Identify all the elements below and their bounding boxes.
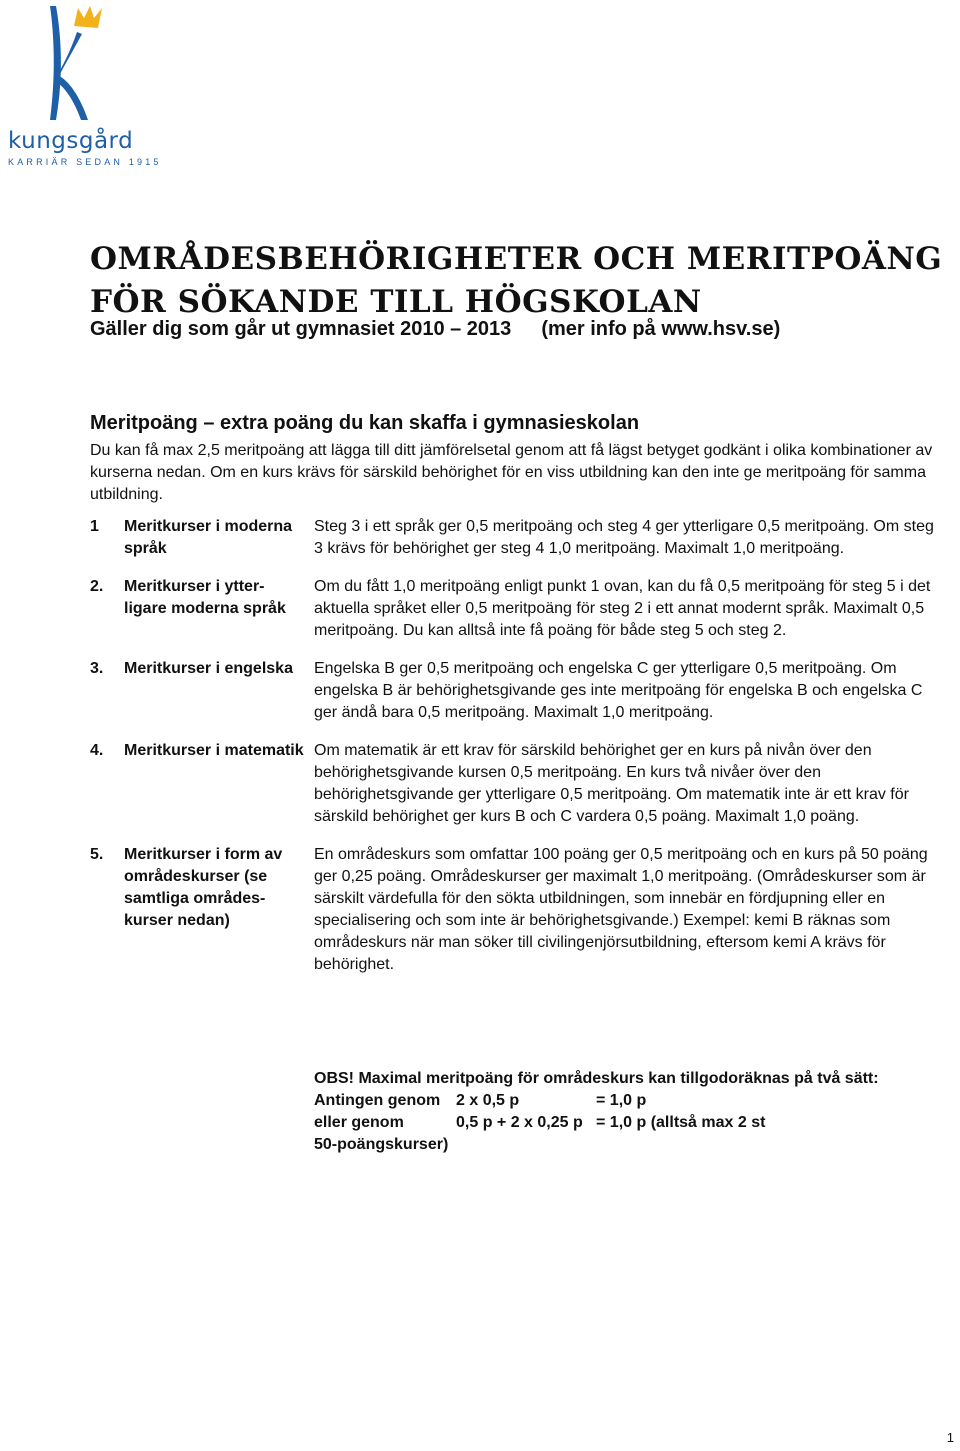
- item-description: Engelska B ger 0,5 meritpoäng och engelska C ger ytterligare 0,5 meritpoäng. Om engelska B är behörighetsgivande ges inte meritpoäng för engelska B och engelska C ger ändå bara 0,5 meritpoäng. Maximalt 1,0 meritpoäng.: [314, 660, 923, 721]
- logo-wordmark: kungsgård: [8, 128, 134, 154]
- page-title: [90, 238, 942, 324]
- item-description: Om matematik är ett krav för särskild behörighet ger en kurs på nivån över den behörighetsgivande kursen 0,5 meritpoäng. En kurs två nivåer över den behörighetsgivande ger ytterligare 0,5 meritpoäng. Om matematik inte är ett krav för särskild behörighet ger kurs B och C vardera 0,5 poäng. Maximalt 1,0 poäng.: [314, 742, 909, 825]
- obs-row-1: Antingen genom 2 x 0,5 p = 1,0 p: [314, 1092, 647, 1109]
- page-number: 1: [946, 1430, 954, 1445]
- kungsgard-logo: [8, 4, 162, 167]
- item-number: 1: [90, 518, 99, 535]
- subtitle: [90, 318, 780, 341]
- obs-row-2: eller genom 0,5 p + 2 x 0,25 p = 1,0 p (alltså max 2 st: [314, 1114, 766, 1131]
- list-item: [90, 516, 950, 560]
- item-number: 2.: [90, 578, 104, 595]
- title-line-2: FÖR SÖKANDE TILL HÖGSKOLAN: [90, 284, 702, 320]
- title-line-1: OMRÅDESBEHÖRIGHETER OCH MERITPOÄNG: [90, 241, 943, 277]
- obs-heading: OBS! Maximal meritpoäng för områdeskurs kan tillgodoräknas på två sätt:: [314, 1070, 879, 1087]
- list-item: [90, 740, 950, 828]
- intro-paragraph: Du kan få max 2,5 meritpoäng att lägga till ditt jämförelsetal genom att få lägst betyget godkänt i olika kombinationer av kurserna nedan. Om en kurs krävs för särskild behörighet för en viss utbildning kan den inte ge meritpoäng för samma utbildning.: [90, 442, 933, 503]
- list-item: [90, 576, 950, 642]
- item-description: Om du fått 1,0 meritpoäng enligt punkt 1 ovan, kan du få 0,5 meritpoäng för steg 5 i det aktuella språket eller 0,5 meritpoäng för steg 2 i ett annat modernt språk. Maximalt 0,5 meritpoäng. Du kan alltså inte få poäng för både steg 5 och steg 2.: [314, 578, 931, 639]
- list-item: [90, 844, 950, 976]
- obs-row-3: 50-poängskurser): [314, 1136, 449, 1153]
- list-item: [90, 658, 950, 724]
- item-label: Meritkurser i engelska: [124, 660, 293, 677]
- item-label: Meritkurser i ytter-ligare moderna språk: [124, 578, 286, 617]
- k-emblem-icon: [48, 4, 118, 124]
- item-label: Meritkurser i moderna språk: [124, 518, 293, 557]
- item-description: En områdeskurs som omfattar 100 poäng ger 0,5 meritpoäng och en kurs på 50 poäng ger 0,25 poäng. Områdeskurser ger maximalt 1,0 meritpoäng. (Områdeskurser som är särskilt värdefulla för den sökta utbildningen, som innebär en fördjupning eller en specialisering och som inte är behörighetsgivande.) Exempel: kemi B räknas som områdeskurs när man söker till civilingenjörsutbildning, eftersom kemi A krävs för behörighet.: [314, 846, 928, 973]
- item-number: 3.: [90, 660, 104, 677]
- subtitle-info: (mer info på www.hsv.se): [541, 318, 781, 340]
- section-heading: Meritpoäng – extra poäng du kan skaffa i gymnasieskolan: [90, 412, 640, 434]
- item-number: 4.: [90, 742, 104, 759]
- item-label: Meritkurser i form av områdeskurser (se samtliga områdes-kurser nedan): [124, 846, 283, 929]
- merit-course-list: [90, 516, 950, 976]
- obs-note: [314, 1068, 934, 1156]
- logo-tagline: KARRIÄR SEDAN 1915: [8, 157, 162, 167]
- subtitle-main: Gäller dig som går ut gymnasiet 2010 – 2013: [90, 318, 512, 340]
- item-number: 5.: [90, 846, 104, 863]
- item-label: Meritkurser i matematik: [124, 742, 304, 759]
- item-description: Steg 3 i ett språk ger 0,5 meritpoäng och steg 4 ger ytterligare 0,5 meritpoäng. Om steg 3 krävs för behörighet ger steg 4 1,0 meritpoäng. Maximalt 1,0 meritpoäng.: [314, 518, 934, 557]
